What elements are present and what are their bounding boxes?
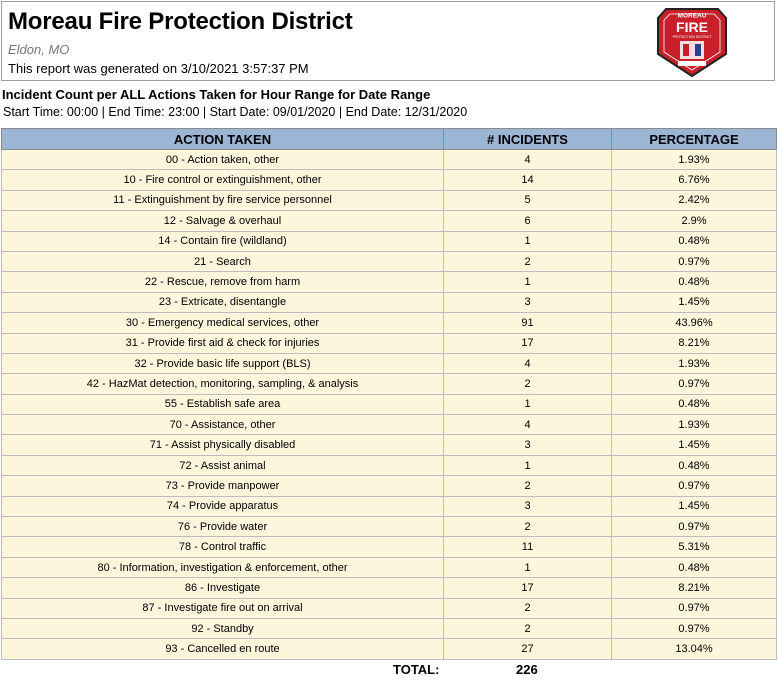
cell-incidents: 3 (444, 292, 612, 312)
cell-percentage: 0.97% (612, 598, 777, 618)
cell-action: 11 - Extinguishment by fire service personnel (2, 190, 444, 210)
cell-action: 32 - Provide basic life support (BLS) (2, 353, 444, 373)
logo-main-text: FIRE (676, 19, 708, 35)
cell-percentage: 1.45% (612, 496, 777, 516)
org-name: Moreau Fire Protection District (8, 8, 353, 35)
cell-percentage: 13.04% (612, 639, 777, 659)
cell-incidents: 1 (444, 231, 612, 251)
table-row (2, 333, 777, 353)
cell-percentage: 0.97% (612, 618, 777, 638)
table-row (2, 170, 777, 190)
cell-percentage: 0.48% (612, 394, 777, 414)
cell-incidents: 2 (444, 476, 612, 496)
cell-action: 22 - Rescue, remove from harm (2, 272, 444, 292)
cell-percentage: 5.31% (612, 537, 777, 557)
table-row (2, 618, 777, 638)
cell-action: 12 - Salvage & overhaul (2, 211, 444, 231)
column-header-action: ACTION TAKEN (2, 129, 444, 150)
cell-incidents: 2 (444, 374, 612, 394)
cell-action: 71 - Assist physically disabled (2, 435, 444, 455)
table-row (2, 272, 777, 292)
table-row (2, 211, 777, 231)
cell-incidents: 2 (444, 517, 612, 537)
cell-incidents: 91 (444, 313, 612, 333)
cell-action: 86 - Investigate (2, 578, 444, 598)
table-row (2, 292, 777, 312)
table-row (2, 517, 777, 537)
table-body (2, 150, 777, 660)
table-row (2, 639, 777, 659)
total-label: TOTAL: (393, 662, 440, 677)
cell-action: 70 - Assistance, other (2, 415, 444, 435)
cell-incidents: 3 (444, 496, 612, 516)
cell-percentage: 1.45% (612, 292, 777, 312)
cell-incidents: 5 (444, 190, 612, 210)
cell-action: 73 - Provide manpower (2, 476, 444, 496)
cell-percentage: 0.48% (612, 455, 777, 475)
cell-percentage: 1.45% (612, 435, 777, 455)
cell-incidents: 2 (444, 251, 612, 271)
cell-percentage: 43.96% (612, 313, 777, 333)
table-row (2, 231, 777, 251)
report-header (1, 1, 775, 81)
report-title: Incident Count per ALL Actions Taken for Hour Range for Date Range (2, 87, 431, 102)
total-value: 226 (516, 662, 538, 677)
cell-action: 21 - Search (2, 251, 444, 271)
incident-table (1, 128, 777, 660)
cell-percentage: 0.97% (612, 476, 777, 496)
table-row (2, 394, 777, 414)
cell-percentage: 0.48% (612, 272, 777, 292)
cell-percentage: 1.93% (612, 353, 777, 373)
cell-action: 42 - HazMat detection, monitoring, sampling, & analysis (2, 374, 444, 394)
cell-action: 92 - Standby (2, 618, 444, 638)
cell-percentage: 0.48% (612, 231, 777, 251)
column-header-percentage: PERCENTAGE (612, 129, 777, 150)
cell-incidents: 27 (444, 639, 612, 659)
cell-incidents: 4 (444, 353, 612, 373)
table-row (2, 374, 777, 394)
cell-incidents: 1 (444, 557, 612, 577)
cell-incidents: 17 (444, 333, 612, 353)
table-row (2, 435, 777, 455)
table-row (2, 190, 777, 210)
cell-percentage: 1.93% (612, 415, 777, 435)
table-row (2, 353, 777, 373)
cell-incidents: 1 (444, 272, 612, 292)
table-row (2, 251, 777, 271)
cell-incidents: 4 (444, 415, 612, 435)
cell-incidents: 1 (444, 394, 612, 414)
logo-sub-text: PROTECTION DISTRICT (672, 35, 712, 39)
cell-percentage: 2.42% (612, 190, 777, 210)
cell-percentage: 2.9% (612, 211, 777, 231)
cell-percentage: 8.21% (612, 333, 777, 353)
cell-incidents: 2 (444, 598, 612, 618)
cell-incidents: 3 (444, 435, 612, 455)
cell-incidents: 11 (444, 537, 612, 557)
cell-percentage: 0.97% (612, 251, 777, 271)
cell-incidents: 17 (444, 578, 612, 598)
cell-incidents: 6 (444, 211, 612, 231)
org-location: Eldon, MO (8, 42, 70, 57)
cell-action: 30 - Emergency medical services, other (2, 313, 444, 333)
cell-action: 72 - Assist animal (2, 455, 444, 475)
table-row (2, 313, 777, 333)
generated-timestamp: This report was generated on 3/10/2021 3:57:37 PM (8, 61, 309, 76)
fire-district-logo (656, 6, 728, 78)
cell-action: 00 - Action taken, other (2, 150, 444, 170)
cell-incidents: 4 (444, 150, 612, 170)
cell-action: 80 - Information, investigation & enforcement, other (2, 557, 444, 577)
cell-action: 31 - Provide first aid & check for injuries (2, 333, 444, 353)
table-row (2, 476, 777, 496)
cell-action: 87 - Investigate fire out on arrival (2, 598, 444, 618)
table-row (2, 455, 777, 475)
cell-percentage: 0.48% (612, 557, 777, 577)
cell-incidents: 14 (444, 170, 612, 190)
table-row (2, 598, 777, 618)
cell-action: 55 - Establish safe area (2, 394, 444, 414)
table-row (2, 537, 777, 557)
cell-percentage: 0.97% (612, 374, 777, 394)
table-row (2, 496, 777, 516)
cell-percentage: 1.93% (612, 150, 777, 170)
cell-action: 14 - Contain fire (wildland) (2, 231, 444, 251)
logo-top-text: MOREAU (677, 12, 707, 20)
cell-action: 23 - Extricate, disentangle (2, 292, 444, 312)
table-row (2, 415, 777, 435)
table-row (2, 578, 777, 598)
cell-action: 93 - Cancelled en route (2, 639, 444, 659)
cell-action: 78 - Control traffic (2, 537, 444, 557)
table-header-row (2, 129, 777, 150)
cell-action: 74 - Provide apparatus (2, 496, 444, 516)
cell-action: 10 - Fire control or extinguishment, other (2, 170, 444, 190)
cell-incidents: 1 (444, 455, 612, 475)
column-header-incidents: # INCIDENTS (444, 129, 612, 150)
table-row (2, 150, 777, 170)
cell-action: 76 - Provide water (2, 517, 444, 537)
cell-percentage: 6.76% (612, 170, 777, 190)
table-row (2, 557, 777, 577)
cell-incidents: 2 (444, 618, 612, 638)
cell-percentage: 8.21% (612, 578, 777, 598)
report-parameters: Start Time: 00:00 | End Time: 23:00 | Start Date: 09/01/2020 | End Date: 12/31/2020 (3, 105, 468, 119)
cell-percentage: 0.97% (612, 517, 777, 537)
